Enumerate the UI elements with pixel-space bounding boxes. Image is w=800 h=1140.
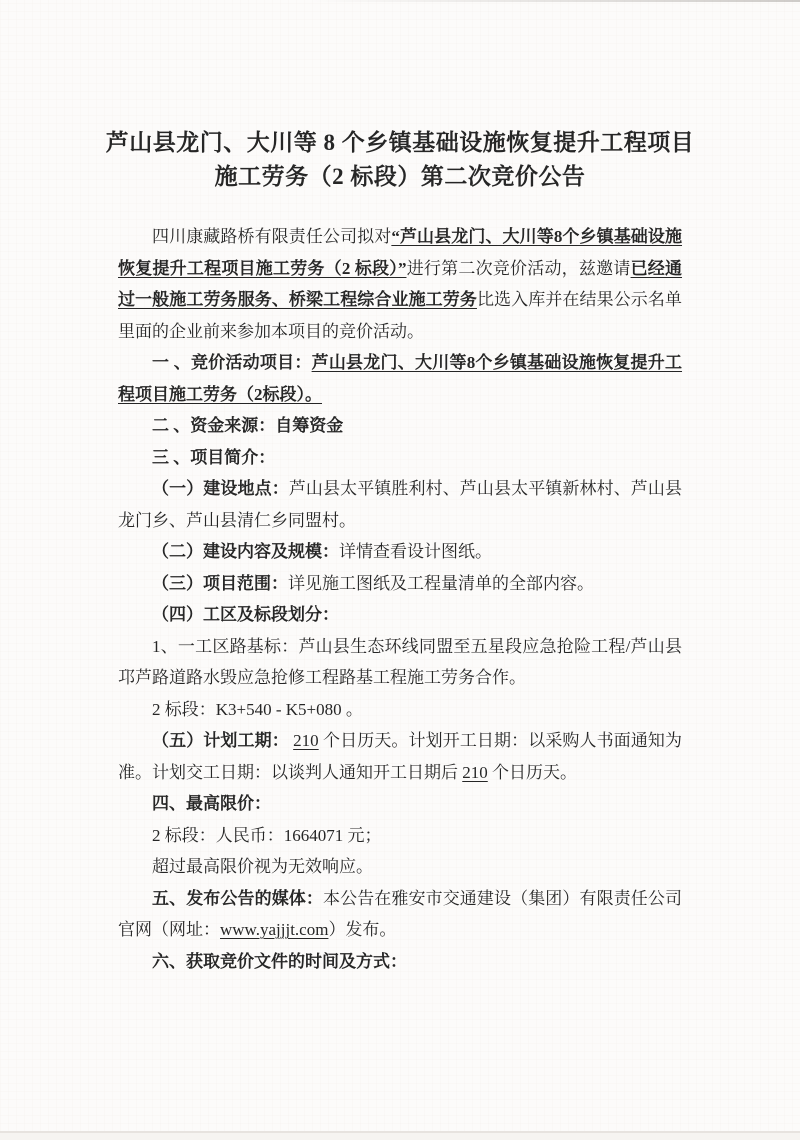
text-run: 1、一工区路基标：芦山县生态环线同盟至五星段应急抢险工程/芦山县邛芦路道路水毁应急抢修工程路基工程施工劳务合作。 bbox=[118, 636, 682, 687]
text-run: 芦山县太平镇胜利村、芦山县太平镇新林村、芦山县龙门乡、芦山县清仁乡同盟村。 bbox=[118, 479, 683, 530]
text-run: 四川康藏路桥有限责任公司拟对 bbox=[152, 227, 392, 246]
text-run: ）发布。 bbox=[328, 920, 397, 939]
text-run: 本公告在雅安市交通建设（集团）有限责任公司官网（网址： bbox=[118, 888, 682, 939]
text-run: 芦山县龙门、大川等8个乡镇基础设施恢复提升工程项目施工劳务（2标段）。 bbox=[118, 353, 683, 404]
website-url: www.yajjjt.com bbox=[220, 920, 329, 939]
text-run: 详情查看设计图纸。 bbox=[339, 542, 492, 561]
text-run: 一 、竞价活动项目： bbox=[152, 353, 312, 372]
paragraph bbox=[118, 410, 682, 442]
paragraph bbox=[118, 820, 682, 852]
paragraph bbox=[118, 442, 682, 474]
document-title-line2: 施工劳务（2 标段）第二次竞价公告 bbox=[214, 164, 586, 189]
text-run: （三）项目范围： bbox=[152, 573, 288, 593]
scan-edge-bottom bbox=[0, 1131, 800, 1140]
text-run: 已经通过一般施工劳务服务、桥梁工程综合业施工劳务 bbox=[118, 258, 683, 309]
text-run: 四、最高限价： bbox=[152, 794, 271, 813]
text-run: （一）建设地点： bbox=[152, 479, 289, 498]
text-run: 六、获取竞价文件的时间及方式： bbox=[152, 951, 407, 971]
paragraph bbox=[118, 221, 682, 347]
paragraph bbox=[118, 694, 682, 726]
text-run: （二）建设内容及规模： bbox=[152, 542, 339, 561]
text-run: 210 bbox=[293, 731, 319, 750]
text-run: 2 标段：K3+540 - K5+080 。 bbox=[152, 699, 363, 719]
document-body bbox=[118, 221, 682, 977]
paragraph bbox=[118, 473, 682, 536]
paragraph bbox=[118, 599, 682, 631]
text-run: 超过最高限价视为无效响应。 bbox=[152, 857, 373, 876]
text-run: 个日历天。 bbox=[487, 762, 577, 782]
paragraph bbox=[118, 536, 682, 568]
text-run: 比选入库并在结果公示名单里面的企业前来参加本项目的竞价活动。 bbox=[118, 290, 682, 341]
paragraph bbox=[118, 568, 682, 600]
paragraph bbox=[118, 631, 682, 694]
text-run: （五）计划工期： bbox=[152, 731, 289, 750]
scan-edge-top bbox=[310, 0, 800, 2]
text-run: 进行第二次竞价活动，兹邀请 bbox=[406, 258, 631, 278]
paragraph bbox=[118, 788, 682, 820]
text-run: “芦山县龙门、大川等8个乡镇基础设施恢复提升工程项目施工劳务（2 标段）” bbox=[118, 227, 683, 278]
text-run: 二 、资金来源：自筹资金 bbox=[152, 416, 344, 435]
text-run: 个日历天。计划开工日期：以采购人书面通知为准。计划交工日期：以谈判人通知开工日期后 bbox=[118, 731, 683, 782]
paragraph bbox=[118, 725, 682, 788]
text-run: 210 bbox=[462, 762, 488, 782]
paragraph bbox=[118, 851, 682, 883]
paragraph bbox=[118, 883, 682, 946]
text-run: 详见施工图纸及工程量清单的全部内容。 bbox=[288, 573, 594, 593]
paragraph bbox=[118, 347, 682, 410]
text-run: 2 标段：人民币：1664071 元； bbox=[152, 825, 382, 845]
text-run: （四）工区及标段划分： bbox=[152, 605, 339, 624]
paragraph bbox=[118, 946, 682, 978]
document-title-line1: 芦山县龙门、大川等 8 个乡镇基础设施恢复提升工程项目 bbox=[105, 130, 695, 155]
text-run: 五、发布公告的媒体： bbox=[152, 888, 323, 908]
text-run: 三 、项目简介： bbox=[152, 447, 276, 467]
